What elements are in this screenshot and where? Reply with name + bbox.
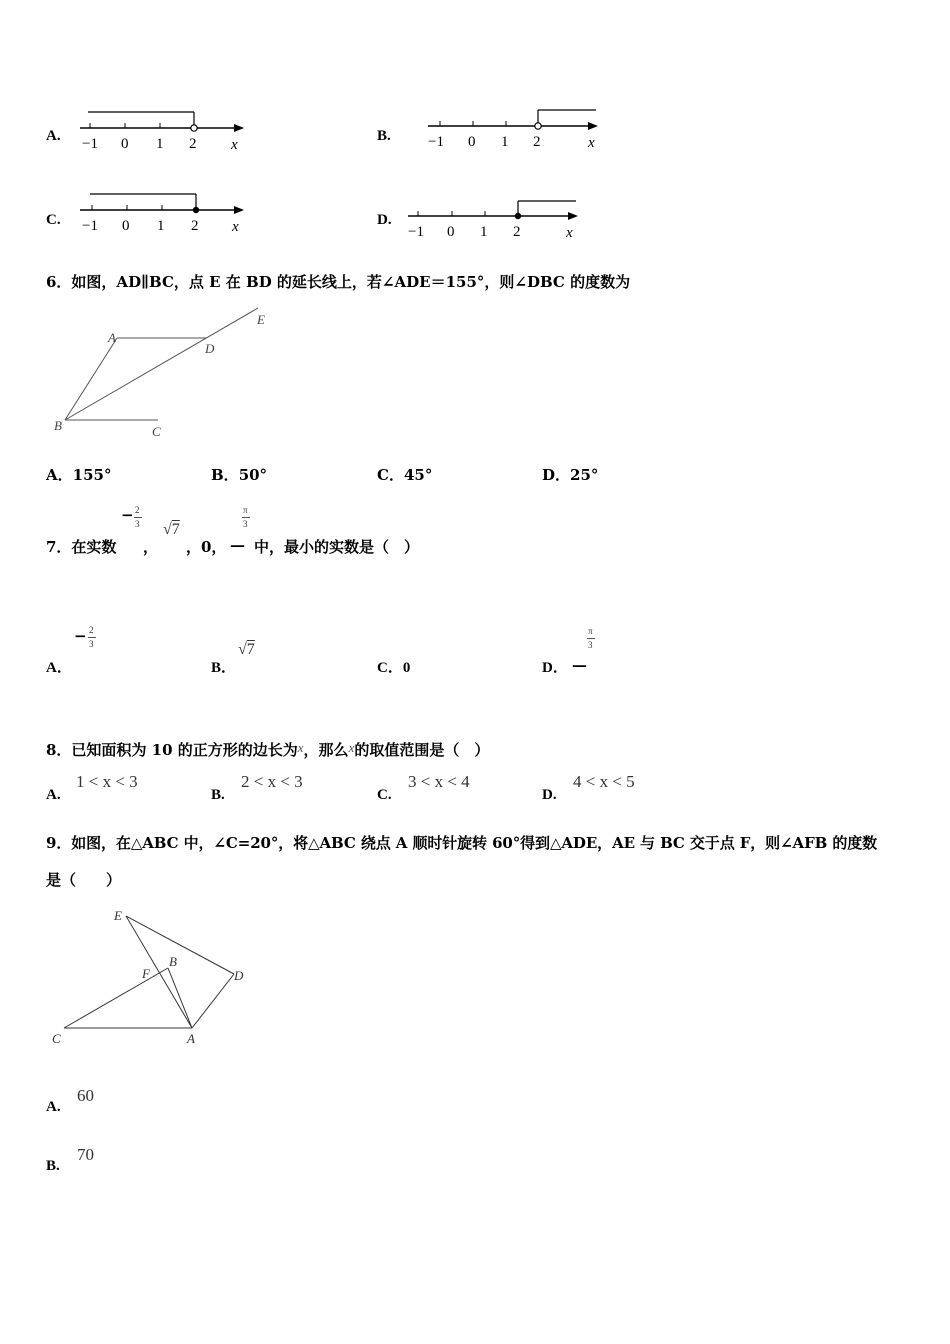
q7-option-c-value: 0 bbox=[402, 660, 411, 676]
point-b-label: B bbox=[169, 954, 177, 969]
q6-option-b-value: 50° bbox=[238, 466, 268, 484]
q7-option-d-bar bbox=[587, 638, 595, 639]
q7-suffix: 中，最小的实数是（ ） bbox=[254, 538, 420, 556]
tick-label: 0 bbox=[121, 136, 129, 152]
axis-var: x bbox=[588, 135, 595, 151]
q7-prefix: 7．在实数 bbox=[46, 538, 117, 556]
q7-option-a-label[interactable]: A． bbox=[46, 660, 72, 676]
q8-part3: 的取值范围是（ ） bbox=[354, 741, 490, 759]
q7-minus-sign: − bbox=[121, 506, 134, 524]
point-f-label: F bbox=[142, 966, 150, 981]
q9-question-line1: 9．如图，在△ABC 中，∠C=20°，将△ABC 绕点 A 顺时针旋转 60°得到△ADE，AE 与 BC 交于点 F，则∠AFB 的度数 bbox=[46, 834, 878, 852]
tick-label: 1 bbox=[480, 224, 488, 240]
q8-option-b-value: 2 < x < 3 bbox=[241, 772, 303, 791]
q6-option-a-label: A． bbox=[46, 466, 73, 484]
q9-option-a-label[interactable]: A. bbox=[46, 1099, 61, 1115]
q5-option-d-label[interactable]: D. bbox=[377, 212, 392, 228]
tick-label: 1 bbox=[501, 134, 509, 150]
q7-pi-bar bbox=[242, 517, 250, 518]
q6-option-d-label: D． bbox=[542, 466, 571, 484]
tick-label: 2 bbox=[533, 134, 541, 150]
axis-var: x bbox=[232, 219, 239, 235]
q9-question-line2: 是（ ） bbox=[46, 871, 122, 889]
q7-option-b-sqrt: √7 bbox=[238, 641, 255, 658]
axis-var: x bbox=[566, 225, 573, 241]
tick-label: −1 bbox=[82, 218, 98, 234]
q8-option-a-value: 1 < x < 3 bbox=[76, 772, 138, 791]
q6-option-d[interactable] bbox=[542, 464, 598, 485]
q7-pi-den: 3 bbox=[243, 519, 248, 529]
q7-comma: ， bbox=[143, 538, 159, 556]
tick-label: 0 bbox=[468, 134, 476, 150]
q9-option-a-value: 60 bbox=[77, 1086, 94, 1105]
point-e-label: E bbox=[114, 908, 122, 923]
q8-option-b-label[interactable]: B. bbox=[211, 787, 225, 803]
q7-option-d-den: 3 bbox=[588, 640, 593, 650]
point-a-label: A bbox=[187, 1031, 195, 1046]
tick-label: 1 bbox=[157, 218, 165, 234]
q8-var-2: x bbox=[348, 740, 355, 755]
tick-label: 0 bbox=[447, 224, 455, 240]
q7-frac1-den: 3 bbox=[135, 519, 140, 529]
q5-option-b-number-line bbox=[424, 102, 602, 152]
q7-option-d-label[interactable]: D． bbox=[542, 660, 568, 676]
tick-label: 0 bbox=[122, 218, 130, 234]
q5-option-b-label[interactable]: B. bbox=[377, 128, 391, 144]
q7-option-d-minus: — bbox=[572, 656, 587, 674]
q9-option-b-label[interactable]: B. bbox=[46, 1158, 60, 1174]
tick-label: −1 bbox=[408, 224, 424, 240]
q6-option-c-label: C． bbox=[377, 466, 404, 484]
q5-option-a-label[interactable]: A. bbox=[46, 128, 61, 144]
q7-option-b-label[interactable]: B． bbox=[211, 660, 237, 676]
q6-question-text: 6．如图，AD∥BC，点 E 在 BD 的延长线上，若∠ADE＝155°，则∠DBC 的度数为 bbox=[46, 273, 631, 291]
q8-question-text bbox=[46, 739, 489, 760]
tick-label: −1 bbox=[82, 136, 98, 152]
q7-frac1-bar bbox=[134, 517, 142, 518]
q6-option-c-value: 45° bbox=[403, 466, 433, 484]
q6-option-b[interactable] bbox=[211, 464, 267, 485]
q5-option-d-number-line bbox=[404, 194, 584, 244]
q8-option-d-label[interactable]: D. bbox=[542, 787, 557, 803]
q6-option-d-value: 25° bbox=[570, 466, 599, 484]
q7-option-a-den: 3 bbox=[89, 639, 94, 649]
q6-option-c[interactable] bbox=[377, 464, 432, 485]
q7-sqrt-radicand: 7 bbox=[171, 521, 180, 538]
q7-mid: ，0， bbox=[186, 538, 227, 556]
tick-label: 2 bbox=[513, 224, 521, 240]
q8-var-1: x bbox=[297, 740, 304, 755]
q8-option-c-label[interactable]: C. bbox=[377, 787, 392, 803]
q7-option-c[interactable] bbox=[377, 656, 410, 677]
q6-option-a-value: 155° bbox=[72, 466, 112, 484]
q9-figure bbox=[48, 904, 260, 1050]
point-e-label: E bbox=[257, 312, 265, 327]
q8-part2: ，那么 bbox=[303, 741, 349, 759]
tick-label: −1 bbox=[428, 134, 444, 150]
q9-option-b-value: 70 bbox=[77, 1145, 94, 1164]
point-a-label: A bbox=[108, 330, 116, 345]
q6-option-a[interactable] bbox=[46, 464, 111, 485]
point-d-label: D bbox=[234, 968, 244, 983]
q8-option-a-label[interactable]: A. bbox=[46, 787, 61, 803]
q8-option-c-value: 3 < x < 4 bbox=[408, 772, 470, 791]
q7-option-a-num: 2 bbox=[89, 625, 94, 635]
q7-option-a-bar bbox=[88, 637, 96, 638]
q5-option-c-number-line bbox=[76, 186, 248, 236]
q7-pi-num: π bbox=[243, 505, 248, 515]
tick-label: 1 bbox=[156, 136, 164, 152]
q7-option-c-label: C． bbox=[377, 660, 403, 676]
q7-option-a-minus: − bbox=[74, 627, 87, 645]
point-c-label: C bbox=[52, 1031, 61, 1046]
point-c-label: C bbox=[152, 424, 161, 439]
q6-figure bbox=[48, 304, 278, 442]
q8-option-d-value: 4 < x < 5 bbox=[573, 772, 635, 791]
tick-label: 2 bbox=[191, 218, 199, 234]
tick-label: 2 bbox=[189, 136, 197, 152]
q7-option-d-num: π bbox=[588, 626, 593, 636]
q7-frac1-num: 2 bbox=[135, 505, 140, 515]
q7-sqrt: √7 bbox=[163, 521, 180, 538]
point-d-label: D bbox=[205, 341, 215, 356]
q7-minus: — bbox=[230, 536, 245, 554]
point-b-label: B bbox=[54, 418, 62, 433]
q6-option-b-label: B． bbox=[211, 466, 239, 484]
q5-option-c-label[interactable]: C. bbox=[46, 212, 61, 228]
q5-option-a-number-line bbox=[76, 104, 248, 154]
q8-part1: 8．已知面积为 10 的正方形的边长为 bbox=[46, 741, 298, 759]
axis-var: x bbox=[231, 137, 238, 153]
